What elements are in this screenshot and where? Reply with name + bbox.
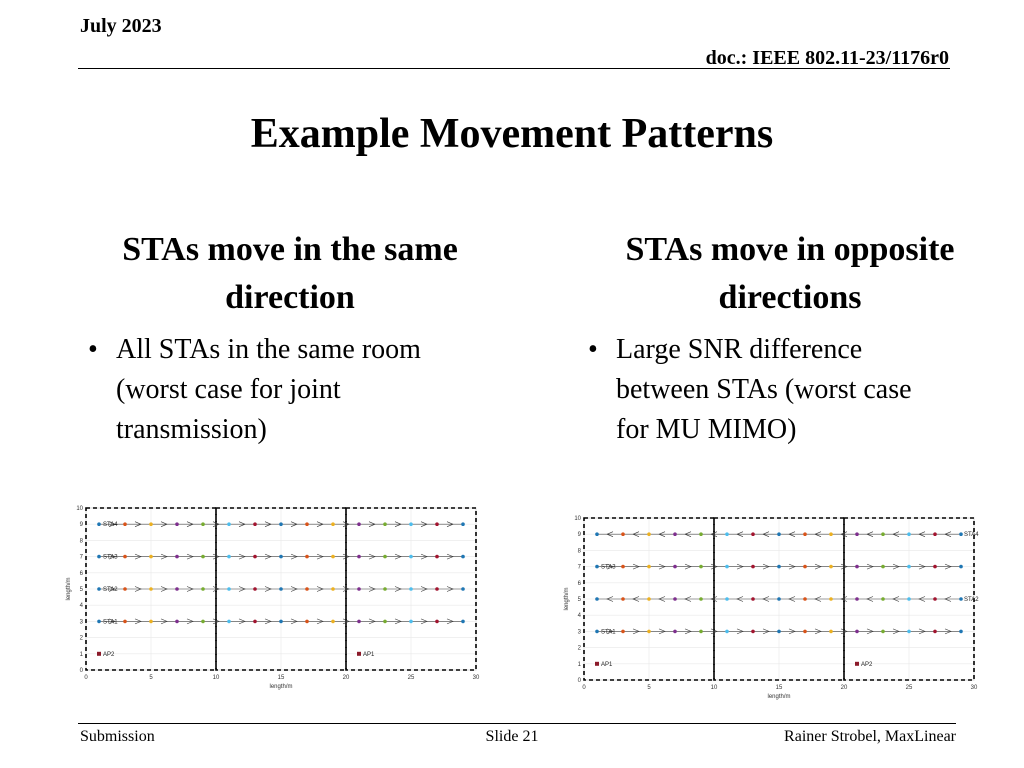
y-tick-label: 5 [79,587,83,593]
sta-position-marker [699,597,703,601]
sta-position-marker [253,522,257,526]
bullet-glyph: • [588,334,598,365]
sta-position-marker [803,565,807,569]
sta-position-marker [201,522,205,526]
sta-position-marker [751,597,755,601]
sta-position-marker [829,630,833,634]
sta-position-marker [279,587,283,591]
sta-position-marker [123,587,127,591]
sta-position-marker [383,522,387,526]
sta-position-marker [227,587,231,591]
bullet-glyph: • [88,334,98,365]
sta-position-marker [123,620,127,624]
ap-marker [595,662,599,666]
left-heading-line-1: STAs move in the same [122,231,458,268]
sta-position-marker [699,532,703,536]
sta-position-marker [305,555,309,559]
y-tick-label: 10 [76,506,83,512]
sta-position-marker [435,620,439,624]
y-tick-label: 0 [577,678,581,684]
x-tick-label: 0 [84,675,88,681]
sta-position-marker [97,587,101,591]
sta-label: STA4 [103,522,118,529]
y-tick-label: 1 [577,661,581,668]
sta-position-marker [647,597,651,601]
ap-label: AP1 [601,661,613,668]
y-tick-label: 7 [577,564,581,571]
left-bullet-line-1: All STAs in the same room [116,334,421,365]
sta-position-marker [673,532,677,536]
same-direction-chart [60,500,490,695]
sta-position-marker [435,555,439,559]
sta-position-marker [595,532,599,536]
sta-position-marker [907,565,911,569]
sta-label: STA4 [964,532,979,539]
sta-position-marker [357,587,361,591]
right-column-heading [570,226,1010,322]
y-tick-label: 3 [577,629,581,636]
x-tick-label: 30 [472,675,480,681]
y-tick-label: 9 [577,532,581,539]
y-tick-label: 2 [79,635,83,642]
sta-position-marker [751,565,755,569]
opposite-direction-chart [558,510,988,700]
sta-position-marker [829,565,833,569]
sta-position-marker [305,587,309,591]
sta-position-marker [829,597,833,601]
left-column-heading [70,226,510,322]
sta-position-marker [97,522,101,526]
x-tick-label: 15 [775,685,783,691]
ap-label: AP1 [363,651,375,658]
right-heading-line-2: directions [718,279,862,316]
header-date: July 2023 [80,15,162,37]
y-tick-label: 6 [79,570,83,577]
sta-position-marker [435,587,439,591]
sta-position-marker [595,565,599,569]
sta-position-marker [803,597,807,601]
right-bullet-line-3: for MU MIMO) [616,414,797,445]
sta-position-marker [725,565,729,569]
sta-position-marker [621,597,625,601]
header-rule [78,68,950,69]
sta-position-marker [933,532,937,536]
slide-title: Example Movement Patterns [250,111,774,157]
sta-position-marker [933,597,937,601]
sta-position-marker [933,565,937,569]
sta-position-marker [725,532,729,536]
y-tick-label: 10 [574,516,581,522]
sta-position-marker [881,597,885,601]
left-heading-line-2: direction [225,279,355,316]
ap-label: AP2 [861,661,873,668]
right-heading-line-1: STAs move in opposite [625,231,955,268]
y-tick-label: 9 [79,522,83,529]
y-tick-label: 2 [577,645,581,652]
sta-position-marker [357,620,361,624]
sta-position-marker [279,522,283,526]
sta-position-marker [699,565,703,569]
sta-position-marker [777,597,781,601]
sta-position-marker [907,630,911,634]
ap-marker [97,652,101,656]
right-bullet-line-1: Large SNR difference [616,334,863,365]
y-tick-label: 5 [577,597,581,603]
sta-label: STA1 [601,629,616,636]
y-tick-label: 8 [79,538,83,545]
sta-position-marker [383,587,387,591]
sta-position-marker [777,565,781,569]
y-axis-label: length/m [564,587,570,611]
sta-label: STA3 [103,554,118,561]
x-tick-label: 15 [277,675,285,681]
sta-position-marker [253,587,257,591]
x-axis-label: length/m [269,684,293,690]
sta-position-marker [881,532,885,536]
y-tick-label: 1 [79,651,83,658]
sta-position-marker [829,532,833,536]
sta-position-marker [331,620,335,624]
footer-rule [78,723,956,724]
sta-position-marker [595,597,599,601]
ap-label: AP2 [103,651,115,658]
sta-position-marker [409,522,413,526]
ap-marker [357,652,361,656]
sta-position-marker [253,555,257,559]
sta-position-marker [123,555,127,559]
sta-label: STA2 [964,597,979,603]
ap-marker [855,662,859,666]
x-tick-label: 5 [647,685,651,691]
x-tick-label: 30 [970,685,978,691]
sta-position-marker [409,587,413,591]
sta-position-marker [959,597,963,601]
footer-author: Rainer Strobel, MaxLinear [784,728,956,745]
y-tick-label: 8 [577,548,581,555]
sta-position-marker [175,555,179,559]
sta-position-marker [227,522,231,526]
sta-label: STA3 [601,564,616,571]
x-tick-label: 20 [342,675,350,681]
y-tick-label: 6 [577,580,581,587]
sta-position-marker [461,620,465,624]
sta-position-marker [673,565,677,569]
sta-position-marker [647,630,651,634]
sta-position-marker [647,532,651,536]
sta-position-marker [621,565,625,569]
sta-position-marker [409,555,413,559]
sta-position-marker [383,620,387,624]
sta-position-marker [201,555,205,559]
sta-position-marker [227,620,231,624]
sta-position-marker [175,587,179,591]
y-tick-label: 4 [577,613,581,620]
sta-position-marker [725,630,729,634]
sta-position-marker [253,620,257,624]
sta-position-marker [621,532,625,536]
sta-position-marker [305,522,309,526]
sta-position-marker [331,555,335,559]
sta-label: STA1 [103,619,118,626]
sta-position-marker [855,565,859,569]
sta-position-marker [855,630,859,634]
sta-position-marker [149,522,153,526]
sta-position-marker [149,555,153,559]
sta-position-marker [959,630,963,634]
sta-position-marker [461,587,465,591]
sta-position-marker [461,555,465,559]
sta-position-marker [331,522,335,526]
sta-label: STA2 [103,587,118,593]
sta-position-marker [201,620,205,624]
sta-position-marker [855,597,859,601]
sta-position-marker [959,532,963,536]
sta-position-marker [725,597,729,601]
sta-position-marker [201,587,205,591]
sta-position-marker [97,555,101,559]
x-tick-label: 20 [840,685,848,691]
footer-submission: Submission [80,728,155,745]
x-tick-label: 25 [407,675,415,681]
y-tick-label: 4 [79,603,83,610]
sta-position-marker [959,565,963,569]
footer-slide-number: Slide 21 [485,728,539,745]
sta-position-marker [409,620,413,624]
sta-position-marker [673,597,677,601]
sta-position-marker [175,522,179,526]
sta-position-marker [777,630,781,634]
sta-position-marker [751,532,755,536]
sta-position-marker [149,587,153,591]
sta-position-marker [357,522,361,526]
sta-position-marker [149,620,153,624]
right-bullet-line-2: between STAs (worst case [616,374,912,405]
sta-position-marker [383,555,387,559]
sta-position-marker [933,630,937,634]
y-tick-label: 3 [79,619,83,626]
sta-position-marker [621,630,625,634]
sta-position-marker [907,532,911,536]
sta-position-marker [647,565,651,569]
left-bullet-line-3: transmission) [116,414,267,445]
sta-position-marker [279,555,283,559]
sta-position-marker [435,522,439,526]
sta-position-marker [175,620,179,624]
x-tick-label: 10 [212,675,220,681]
sta-position-marker [123,522,127,526]
sta-position-marker [881,630,885,634]
sta-position-marker [751,630,755,634]
sta-position-marker [305,620,309,624]
y-axis-label: length/m [66,577,72,601]
y-tick-label: 7 [79,554,83,561]
sta-position-marker [881,565,885,569]
sta-position-marker [777,532,781,536]
header-doc-id: doc.: IEEE 802.11-23/1176r0 [705,47,949,69]
left-bullet-line-2: (worst case for joint [116,374,341,405]
sta-position-marker [803,630,807,634]
y-tick-label: 0 [79,668,83,674]
sta-position-marker [357,555,361,559]
x-tick-label: 25 [905,685,913,691]
sta-position-marker [907,597,911,601]
sta-position-marker [331,587,335,591]
x-tick-label: 0 [582,685,586,691]
sta-position-marker [279,620,283,624]
x-axis-label: length/m [767,694,791,700]
sta-position-marker [227,555,231,559]
sta-position-marker [855,532,859,536]
sta-position-marker [673,630,677,634]
sta-position-marker [97,620,101,624]
sta-position-marker [803,532,807,536]
sta-position-marker [595,630,599,634]
x-tick-label: 10 [710,685,718,691]
sta-position-marker [461,522,465,526]
x-tick-label: 5 [149,675,153,681]
sta-position-marker [699,630,703,634]
